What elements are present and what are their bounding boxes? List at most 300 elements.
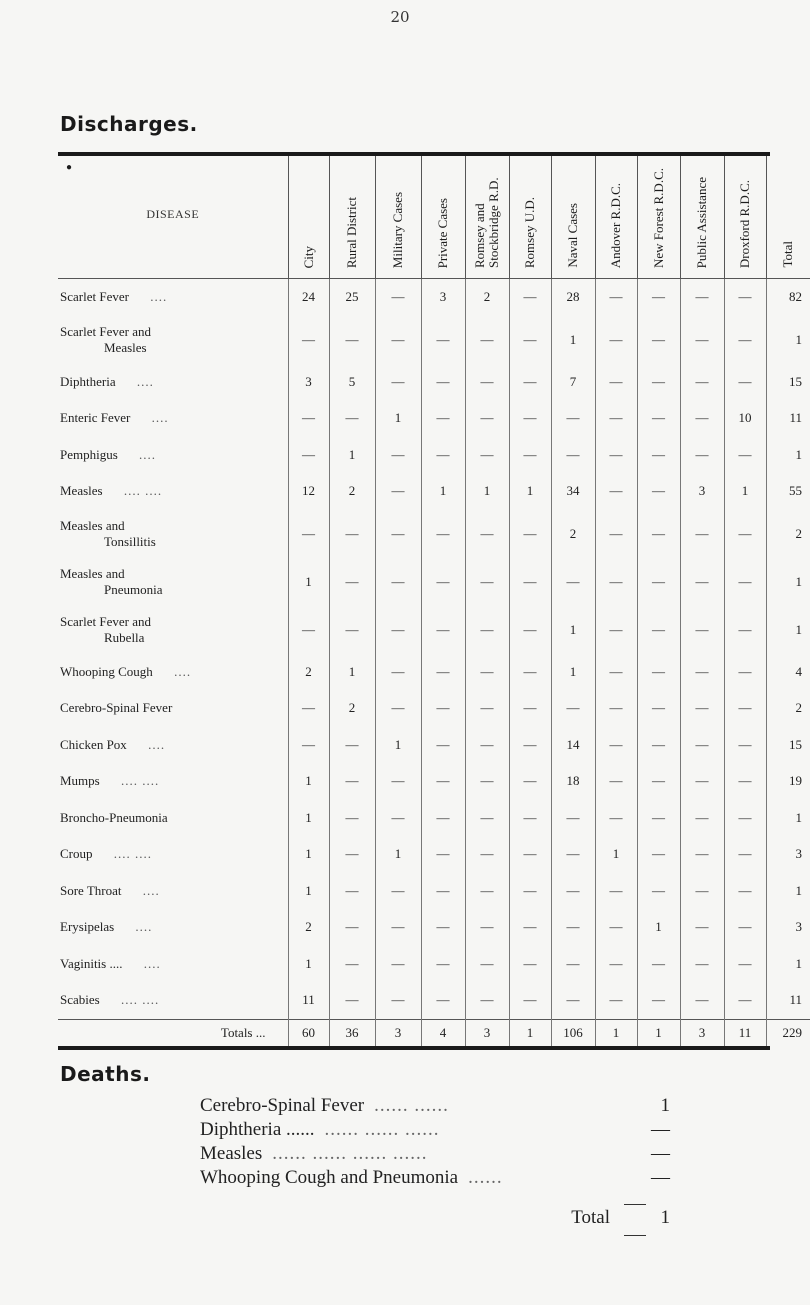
value-cell: — <box>329 400 375 437</box>
column-header-label: Andover R.D.C. <box>608 182 623 268</box>
value-cell: — <box>329 558 375 606</box>
dot-leader: .... <box>142 882 160 898</box>
value-cell: — <box>680 279 724 316</box>
value-cell: — <box>595 654 637 691</box>
table-row <box>58 946 810 983</box>
disease-name-line <box>58 447 288 463</box>
disease-name-cell <box>58 946 288 983</box>
value-cell: — <box>465 400 509 437</box>
value-cell: — <box>465 690 509 727</box>
value-cell: — <box>680 763 724 800</box>
column-header-label: City <box>300 245 316 268</box>
discharges-table-container <box>58 152 802 1050</box>
value-cell: 1 <box>375 400 421 437</box>
value-cell: 82 <box>766 279 810 316</box>
value-cell: — <box>637 473 680 510</box>
disease-name-line <box>58 737 288 753</box>
value-cell: — <box>595 946 637 983</box>
value-cell: — <box>595 606 637 654</box>
value-cell: — <box>421 909 465 946</box>
disease-name: Broncho-Pneumonia <box>60 809 168 825</box>
value-cell: — <box>465 909 509 946</box>
table-body <box>58 279 810 1046</box>
value-cell: 1 <box>766 606 810 654</box>
value-cell: — <box>509 946 551 983</box>
value-cell: 1 <box>375 727 421 764</box>
table-row <box>58 279 810 316</box>
table-row <box>58 400 810 437</box>
value-cell: — <box>551 873 595 910</box>
table-row <box>58 606 810 654</box>
value-cell: — <box>329 316 375 364</box>
value-cell: — <box>637 364 680 401</box>
disease-name-cell <box>58 510 288 558</box>
value-cell: — <box>551 437 595 474</box>
value-cell: — <box>680 510 724 558</box>
value-cell: — <box>375 800 421 837</box>
value-cell: — <box>637 873 680 910</box>
value-cell: — <box>421 727 465 764</box>
value-cell: — <box>465 558 509 606</box>
value-cell: — <box>724 946 766 983</box>
value-cell: — <box>724 279 766 316</box>
disease-name-cell <box>58 558 288 606</box>
value-cell: 7 <box>551 364 595 401</box>
disease-name-cell <box>58 654 288 691</box>
column-header-label: Romsey U.D. <box>522 196 537 268</box>
disease-name-continued: Rubella <box>104 629 145 645</box>
dot-leader: .... <box>174 663 192 679</box>
column-header <box>595 156 637 279</box>
disease-name-line <box>58 410 288 426</box>
death-cause: Measles <box>200 1143 263 1164</box>
value-cell: 4 <box>766 654 810 691</box>
value-cell: — <box>465 836 509 873</box>
value-cell: 1 <box>329 437 375 474</box>
value-cell: — <box>465 727 509 764</box>
column-header <box>766 156 810 279</box>
column-header <box>637 156 680 279</box>
value-cell: — <box>288 510 329 558</box>
disease-name: Chicken Pox <box>60 736 127 752</box>
value-cell: — <box>509 316 551 364</box>
dot-leader: ...... ...... ...... ...... <box>272 1143 428 1164</box>
table-row <box>58 473 810 510</box>
totals-value-cell: 3 <box>465 1019 509 1046</box>
totals-value-cell: 36 <box>329 1019 375 1046</box>
disease-name: Enteric Fever <box>60 410 131 426</box>
value-cell: — <box>637 279 680 316</box>
value-cell: 1 <box>766 946 810 983</box>
disease-name-cell <box>58 836 288 873</box>
value-cell: — <box>637 400 680 437</box>
value-cell: — <box>724 727 766 764</box>
bullet-mark: ● <box>66 162 73 173</box>
value-cell: 1 <box>766 800 810 837</box>
value-cell: — <box>724 558 766 606</box>
dot-leader: .... <box>151 410 169 426</box>
total-rule-bottom <box>624 1235 646 1236</box>
disease-name-line <box>58 919 288 935</box>
disease-header-label: DISEASE <box>146 207 200 221</box>
death-cause: Whooping Cough and Pneumonia <box>200 1167 459 1188</box>
value-cell: — <box>724 437 766 474</box>
value-cell: — <box>680 690 724 727</box>
value-cell: — <box>724 510 766 558</box>
value-cell: — <box>509 763 551 800</box>
value-cell: 3 <box>766 909 810 946</box>
value-cell: — <box>595 364 637 401</box>
column-header <box>329 156 375 279</box>
value-cell: — <box>465 364 509 401</box>
value-cell: — <box>465 437 509 474</box>
death-count: — <box>651 1143 670 1164</box>
value-cell: 1 <box>551 654 595 691</box>
value-cell: — <box>724 982 766 1019</box>
column-header <box>509 156 551 279</box>
value-cell: — <box>637 690 680 727</box>
value-cell: 2 <box>551 510 595 558</box>
value-cell: — <box>329 836 375 873</box>
value-cell: 2 <box>329 690 375 727</box>
totals-value-cell: 11 <box>724 1019 766 1046</box>
value-cell: 1 <box>288 873 329 910</box>
value-cell: 1 <box>288 946 329 983</box>
disease-name: Croup <box>60 846 93 862</box>
totals-value-cell: 3 <box>375 1019 421 1046</box>
disease-name-line <box>58 483 288 499</box>
column-header-label: Naval Cases <box>565 203 580 268</box>
value-cell: 1 <box>329 654 375 691</box>
value-cell: — <box>724 690 766 727</box>
table-row <box>58 873 810 910</box>
value-cell: — <box>288 400 329 437</box>
value-cell: 1 <box>288 763 329 800</box>
value-cell: — <box>680 606 724 654</box>
totals-row <box>58 1019 810 1046</box>
value-cell: — <box>595 800 637 837</box>
death-rows <box>200 1094 670 1190</box>
value-cell: — <box>724 836 766 873</box>
value-cell: 1 <box>637 909 680 946</box>
disease-name-cell <box>58 800 288 837</box>
value-cell: — <box>375 982 421 1019</box>
value-cell: — <box>509 364 551 401</box>
value-cell: — <box>421 690 465 727</box>
value-cell: 2 <box>288 909 329 946</box>
value-cell: 1 <box>551 316 595 364</box>
disease-name-cell <box>58 437 288 474</box>
deaths-list <box>200 1094 670 1236</box>
value-cell: 2 <box>465 279 509 316</box>
death-cause: Diphtheria ...... <box>200 1119 315 1140</box>
death-name-wrap <box>200 1143 640 1165</box>
death-cause: Cerebro-Spinal Fever <box>200 1095 365 1116</box>
value-cell: 1 <box>288 558 329 606</box>
disease-name: Scarlet Fever <box>60 289 129 305</box>
value-cell: — <box>595 982 637 1019</box>
value-cell: — <box>509 836 551 873</box>
value-cell: — <box>465 316 509 364</box>
table-row <box>58 510 810 558</box>
totals-label-cell <box>58 1019 288 1046</box>
disease-name-cell <box>58 364 288 401</box>
disease-name: Scarlet Fever and <box>60 613 151 629</box>
value-cell: — <box>724 654 766 691</box>
disease-name: Diphtheria <box>60 373 116 389</box>
value-cell: — <box>509 400 551 437</box>
value-cell: 28 <box>551 279 595 316</box>
death-row <box>200 1142 670 1166</box>
value-cell: — <box>595 437 637 474</box>
value-cell: — <box>421 316 465 364</box>
deaths-total-row <box>200 1205 670 1231</box>
value-cell: — <box>637 316 680 364</box>
disease-name: Erysipelas <box>60 919 115 935</box>
dot-leader: .... <box>143 955 161 971</box>
value-cell: — <box>509 727 551 764</box>
value-cell: — <box>465 873 509 910</box>
value-cell: 2 <box>766 690 810 727</box>
disease-name-cell <box>58 606 288 654</box>
disease-name-cell <box>58 316 288 364</box>
totals-label: Totals ... <box>220 1024 266 1040</box>
value-cell: — <box>421 763 465 800</box>
value-cell: — <box>637 836 680 873</box>
value-cell: — <box>724 763 766 800</box>
value-cell: — <box>288 316 329 364</box>
value-cell: — <box>421 946 465 983</box>
disease-name-line <box>58 883 288 899</box>
table-row <box>58 763 810 800</box>
disease-name: Measles <box>60 483 103 499</box>
disease-name: Cerebro-Spinal Fever <box>60 700 173 716</box>
dot-leader: .... <box>136 373 154 389</box>
value-cell: — <box>421 558 465 606</box>
value-cell: — <box>680 982 724 1019</box>
value-cell: — <box>465 763 509 800</box>
column-header <box>680 156 724 279</box>
value-cell: — <box>375 873 421 910</box>
disease-name-cell <box>58 279 288 316</box>
totals-value-cell: 3 <box>680 1019 724 1046</box>
value-cell: — <box>329 800 375 837</box>
value-cell: — <box>329 727 375 764</box>
disease-name: Scarlet Fever and <box>60 323 151 339</box>
table-row <box>58 654 810 691</box>
value-cell: 15 <box>766 727 810 764</box>
totals-value-cell: 1 <box>509 1019 551 1046</box>
value-cell: — <box>724 316 766 364</box>
value-cell: — <box>375 279 421 316</box>
table-row <box>58 800 810 837</box>
column-header-label: New Forest R.D.C. <box>650 167 666 268</box>
disease-name-cell <box>58 982 288 1019</box>
value-cell: — <box>375 364 421 401</box>
death-count: 1 <box>660 1095 670 1116</box>
value-cell: — <box>680 437 724 474</box>
totals-value-cell: 1 <box>595 1019 637 1046</box>
value-cell: 1 <box>288 800 329 837</box>
disease-name-line <box>58 664 288 680</box>
value-cell: — <box>329 946 375 983</box>
value-cell: — <box>724 364 766 401</box>
value-cell: 1 <box>421 473 465 510</box>
totals-value-cell: 106 <box>551 1019 595 1046</box>
dot-leader: .... .... <box>120 773 160 789</box>
value-cell: — <box>680 800 724 837</box>
value-cell: — <box>551 690 595 727</box>
value-cell: — <box>375 690 421 727</box>
table-row <box>58 836 810 873</box>
value-cell: — <box>637 558 680 606</box>
column-header-label: Rural District <box>344 196 359 268</box>
value-cell: — <box>509 909 551 946</box>
disease-name-line <box>58 289 288 305</box>
disease-name-cell <box>58 727 288 764</box>
disease-name: Sore Throat <box>60 882 122 898</box>
disease-name-cell <box>58 873 288 910</box>
table-row <box>58 316 810 364</box>
dot-leader: .... <box>139 446 157 462</box>
value-cell: — <box>551 946 595 983</box>
value-cell: 1 <box>465 473 509 510</box>
value-cell: — <box>595 510 637 558</box>
value-cell: 2 <box>766 510 810 558</box>
dot-leader: .... .... <box>113 846 152 862</box>
value-cell: 1 <box>595 836 637 873</box>
value-cell: 1 <box>288 836 329 873</box>
column-header <box>465 156 509 279</box>
page-number: 20 <box>390 8 410 26</box>
value-cell: — <box>375 654 421 691</box>
value-cell: 1 <box>766 316 810 364</box>
value-cell: — <box>421 800 465 837</box>
value-cell: — <box>551 982 595 1019</box>
value-cell: — <box>375 763 421 800</box>
death-count: — <box>651 1119 670 1140</box>
disease-name-continued: Measles <box>104 339 147 355</box>
value-cell: 1 <box>375 836 421 873</box>
value-cell: — <box>375 909 421 946</box>
column-header <box>421 156 465 279</box>
totals-value-cell: 1 <box>637 1019 680 1046</box>
value-cell: — <box>637 800 680 837</box>
header-row <box>58 156 810 279</box>
disease-name-line <box>58 956 288 972</box>
death-row <box>200 1094 670 1118</box>
disease-name-line <box>58 846 288 862</box>
disease-name: Pemphigus <box>60 446 118 462</box>
value-cell: 5 <box>329 364 375 401</box>
totals-value-cell: 229 <box>766 1019 810 1046</box>
value-cell: — <box>421 606 465 654</box>
value-cell: 1 <box>509 473 551 510</box>
value-cell: — <box>595 473 637 510</box>
deaths-total-value: 1 <box>660 1207 670 1228</box>
value-cell: 3 <box>766 836 810 873</box>
value-cell: — <box>375 437 421 474</box>
disease-name-cell <box>58 690 288 727</box>
value-cell: — <box>375 606 421 654</box>
table-row <box>58 364 810 401</box>
value-cell: — <box>465 510 509 558</box>
value-cell: — <box>288 727 329 764</box>
death-row <box>200 1118 670 1142</box>
value-cell: — <box>724 800 766 837</box>
value-cell: — <box>595 873 637 910</box>
value-cell: 19 <box>766 763 810 800</box>
value-cell: — <box>637 606 680 654</box>
value-cell: — <box>421 654 465 691</box>
disease-name: Whooping Cough <box>60 663 153 679</box>
value-cell: — <box>375 946 421 983</box>
value-cell: 11 <box>288 982 329 1019</box>
column-header <box>288 156 329 279</box>
value-cell: — <box>465 800 509 837</box>
death-name-wrap <box>200 1167 640 1189</box>
value-cell: — <box>421 873 465 910</box>
column-header-label: Droxford R.D.C. <box>737 179 752 268</box>
value-cell: — <box>680 316 724 364</box>
value-cell: 25 <box>329 279 375 316</box>
value-cell: 1 <box>766 558 810 606</box>
table-row <box>58 558 810 606</box>
value-cell: — <box>637 654 680 691</box>
value-cell: 34 <box>551 473 595 510</box>
disease-name-line <box>58 992 288 1008</box>
value-cell: — <box>551 909 595 946</box>
value-cell: 15 <box>766 364 810 401</box>
value-cell: — <box>637 946 680 983</box>
value-cell: — <box>465 982 509 1019</box>
deaths-heading: Deaths. <box>60 1062 151 1086</box>
value-cell: — <box>595 316 637 364</box>
disease-name: Measles and <box>60 565 125 581</box>
dot-leader: ...... ...... ...... <box>324 1119 440 1140</box>
value-cell: — <box>329 606 375 654</box>
totals-value-cell: 60 <box>288 1019 329 1046</box>
value-cell: — <box>637 982 680 1019</box>
value-cell: 55 <box>766 473 810 510</box>
value-cell: — <box>421 400 465 437</box>
column-header-label: Public Assistance <box>694 176 709 268</box>
column-header <box>375 156 421 279</box>
value-cell: — <box>724 873 766 910</box>
disease-name-cell <box>58 763 288 800</box>
value-cell: — <box>724 909 766 946</box>
value-cell: — <box>680 558 724 606</box>
value-cell: 1 <box>551 606 595 654</box>
dot-leader: ...... <box>468 1167 503 1188</box>
value-cell: 2 <box>288 654 329 691</box>
value-cell: — <box>329 763 375 800</box>
value-cell: — <box>509 606 551 654</box>
table-row <box>58 727 810 764</box>
value-cell: 1 <box>766 437 810 474</box>
value-cell: 11 <box>766 982 810 1019</box>
value-cell: — <box>595 763 637 800</box>
value-cell: — <box>637 510 680 558</box>
value-cell: — <box>680 400 724 437</box>
value-cell: — <box>421 364 465 401</box>
dot-leader: .... <box>148 736 166 752</box>
disease-name-continued: Tonsillitis <box>104 533 156 549</box>
value-cell: — <box>595 909 637 946</box>
value-cell: — <box>329 909 375 946</box>
deaths-total-label: Total <box>571 1207 610 1228</box>
value-cell: — <box>465 946 509 983</box>
